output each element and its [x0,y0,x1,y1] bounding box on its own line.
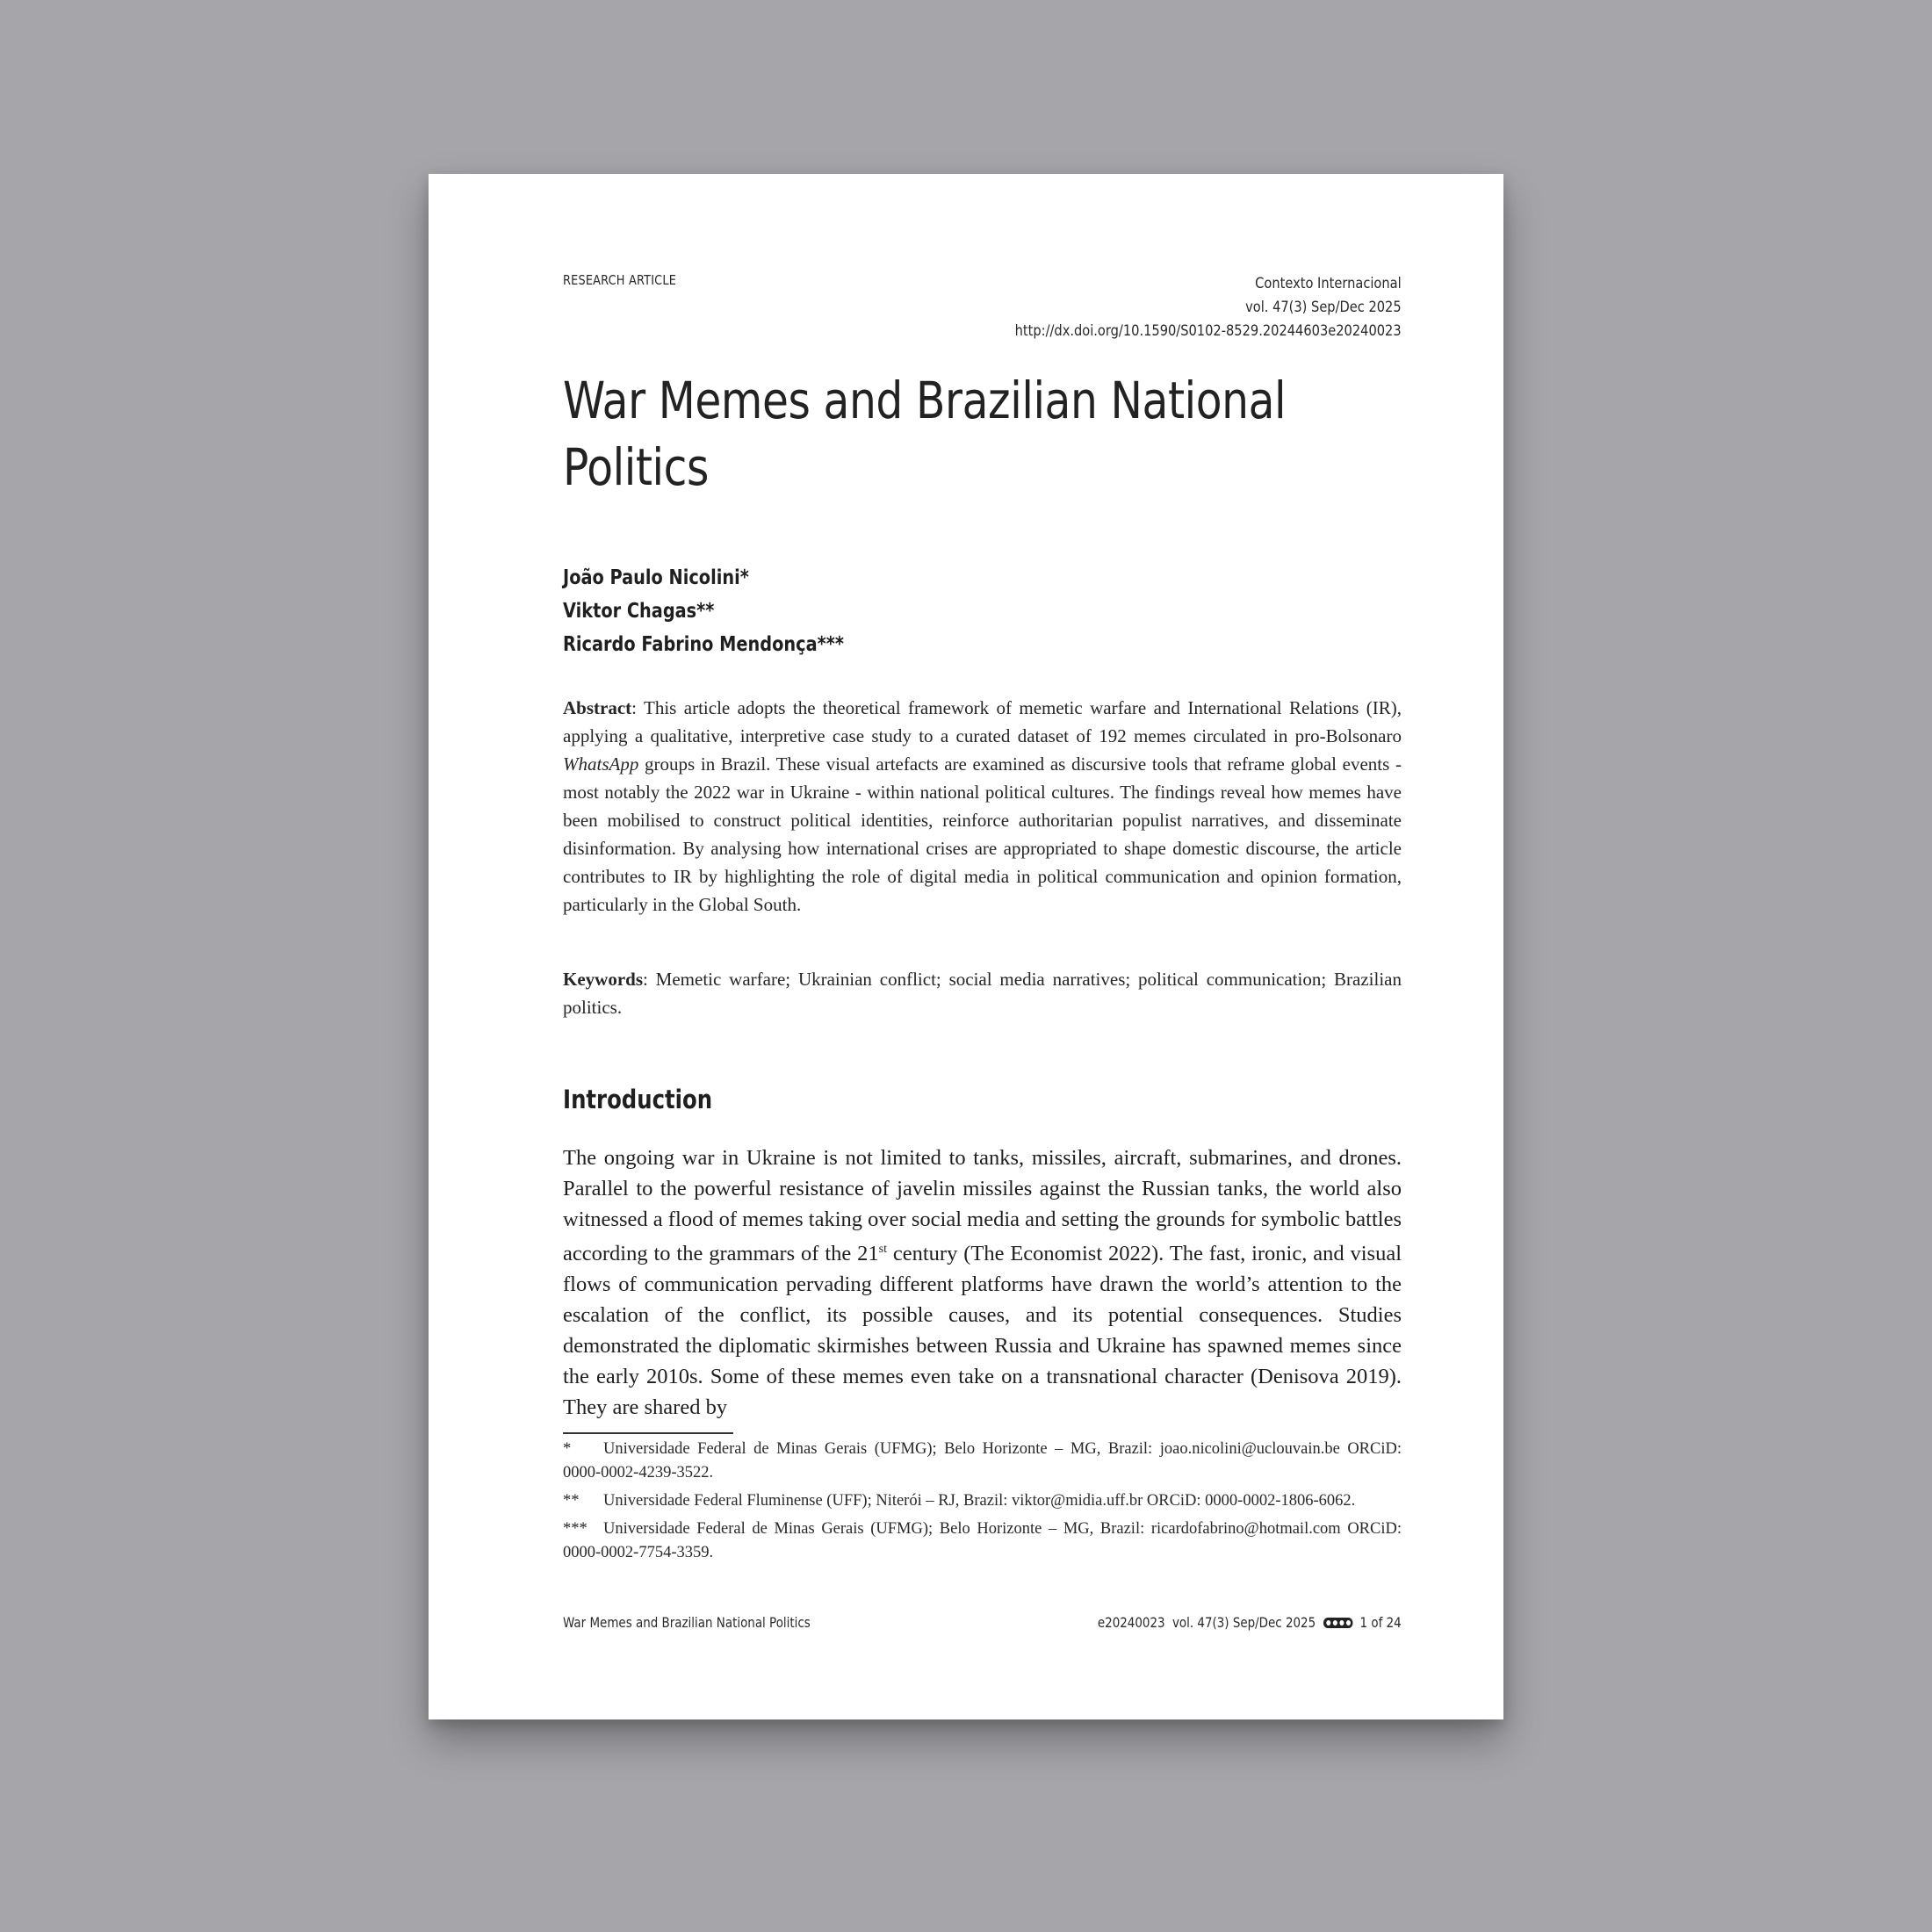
footnote-3-mark: *** [563,1520,588,1538]
article-id: e20240023 [1098,1614,1165,1631]
footnote-2-mark: ** [563,1492,580,1510]
page-footer-info [1098,1614,1402,1631]
page-content [563,174,1402,1719]
journal-volume: vol. 47(3) Sep/Dec 2025 [1245,299,1402,316]
running-title: War Memes and Brazilian National Politics [563,1614,811,1631]
author-list [563,561,898,661]
doi-link[interactable]: http://dx.doi.org/10.1590/S0102-8529.20244603e20240023 [1014,322,1402,340]
article-title [563,367,1402,501]
page-number: 1 of 24 [1359,1614,1402,1631]
footnote-1-mark: * [563,1440,572,1458]
abstract-italic: WhatsApp [563,753,639,775]
keywords [563,965,1402,1021]
footnote-3 [563,1517,1402,1565]
footnote-2-text: Universidade Federal Fluminense (UFF); Niterói – RJ, Brazil: viktor@midia.uff.br ORCiD: 0000-0002-1806-6062. [603,1492,1356,1510]
footnote-divider [563,1432,733,1434]
intro-text-2: century (The Economist 2022). The fast, ironic, and visual flows of communication pervading different platforms have drawn the world’s attention to the escalation of the conflict, its possible causes, and its potential consequences. Studies demonstrated the diplomatic skirmishes between Russia and Ukraine has spawned memes since the early 2010s. Some of these memes even take on a transnational character (Denisova 2019). They are shared by [563,1242,1402,1419]
keywords-text: : Memetic warfare; Ukrainian conflict; social media narratives; political communication; Brazilian politics. [563,969,1402,1018]
footnotes [563,1438,1402,1569]
journal-info [952,272,1402,343]
footnote-3-text: Universidade Federal de Minas Gerais (UFMG); Belo Horizonte – MG, Brazil: ricardofabrino@hotmail.com ORCiD: 0000-0002-7754-3359. [563,1520,1402,1561]
abstract-label: Abstract [563,697,632,718]
abstract-text-2: groups in Brazil. These visual artefacts are examined as discursive tools that reframe global events - most notably the 2022 war in Ukraine - within national political cultures. The findings reveal how memes have been mobilised to construct political identities, reinforce authoritarian populist narratives, and disseminate disinformation. By analysing how international crises are appropriated to shape domestic discourse, the article contributes to IR by highlighting the role of digital media in political communication and opinion formation, particularly in the Global South. [563,753,1402,915]
author-3: Ricardo Fabrino Mendonça*** [563,633,844,656]
keywords-label: Keywords [563,969,643,990]
footer-volume: vol. 47(3) Sep/Dec 2025 [1172,1614,1316,1631]
footnote-1-text: Universidade Federal de Minas Gerais (UFMG); Belo Horizonte – MG, Brazil: joao.nicolini@uclouvain.be ORCiD: 0000-0002-4239-3522. [563,1440,1402,1481]
intro-superscript: st [878,1243,887,1257]
introduction-paragraph [563,1143,1402,1423]
journal-name: Contexto Internacional [1255,275,1402,292]
author-2: Viktor Chagas** [563,600,715,623]
title-line-1: War Memes and Brazilian National [563,371,1287,430]
abstract-text-1: : This article adopts the theoretical framework of memetic warfare and International Relations (IR), applying a qualitative, interpretive case study to a curated dataset of 192 memes circulated in pro-Bolsonaro [563,697,1402,746]
article-type-label: RESEARCH ARTICLE [563,272,677,288]
footnote-1 [563,1438,1402,1485]
title-line-2: Politics [563,437,709,497]
intro-text-1: The ongoing war in Ukraine is not limited to tanks, missiles, aircraft, submarines, and drones. Parallel to the powerful resistance of javelin missiles against the Russian tanks, the world also witnessed a flood of memes taking over social media and setting the grounds for symbolic battles according to the grammars of the 21 [563,1146,1402,1266]
footnote-2 [563,1489,1402,1513]
abstract [563,694,1402,919]
journal-logo-icon [1323,1616,1353,1630]
document-page [429,174,1503,1719]
section-heading-introduction: Introduction [563,1085,713,1114]
author-1: João Paulo Nicolini* [563,566,749,589]
